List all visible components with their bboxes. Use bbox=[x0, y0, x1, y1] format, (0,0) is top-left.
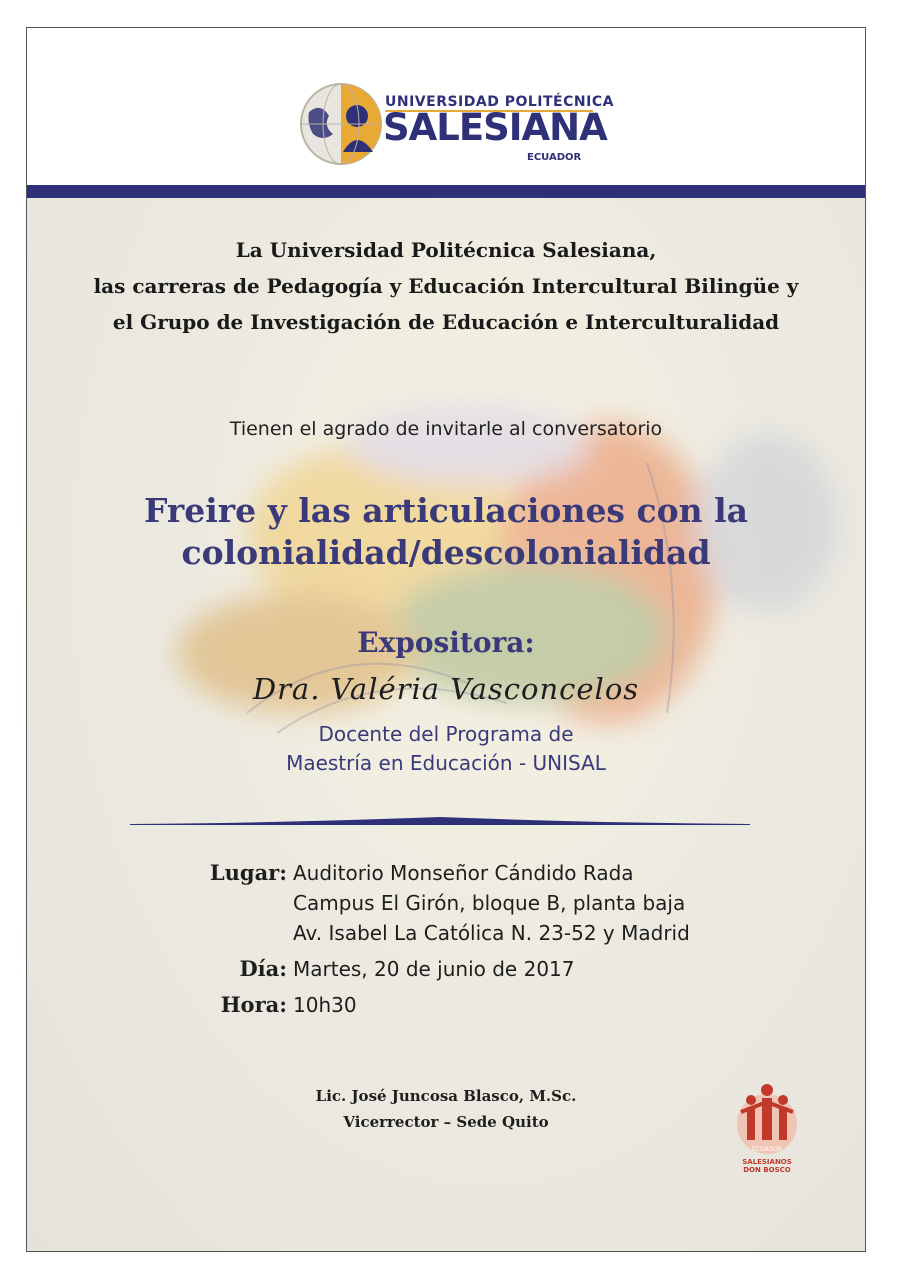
inviter-line-2: las carreras de Pedagogía y Educación Intercultural Bilingüe y bbox=[93, 274, 799, 298]
inviters-block bbox=[27, 232, 865, 340]
day-label: Día: bbox=[239, 956, 287, 981]
ups-logo bbox=[299, 82, 614, 166]
speaker-role-line-2: Maestría en Educación - UNISAL bbox=[286, 751, 606, 775]
event-title-line-1: Freire y las articulaciones con la bbox=[143, 491, 749, 530]
decorative-divider bbox=[130, 817, 750, 825]
invite-line: Tienen el agrado de invitarle al conversatorio bbox=[229, 418, 663, 440]
logo-top-line: UNIVERSIDAD POLITÉCNICA bbox=[385, 94, 614, 110]
invitation-page bbox=[26, 27, 866, 1252]
globe-portrait-icon bbox=[299, 82, 383, 166]
time-label: Hora: bbox=[220, 992, 287, 1017]
header bbox=[27, 28, 865, 185]
logo-country: ECUADOR bbox=[527, 152, 582, 163]
place-label: Lugar: bbox=[209, 860, 287, 885]
logo-main-word: SALESIANA bbox=[383, 106, 607, 149]
signatory-name: Lic. José Juncosa Blasco, M.Sc. bbox=[315, 1087, 577, 1105]
place-line-3: Av. Isabel La Católica N. 23-52 y Madrid bbox=[293, 921, 690, 945]
place-line-1: Auditorio Monseñor Cándido Rada bbox=[293, 861, 634, 885]
event-title-line-2: colonialidad/descolonialidad bbox=[181, 533, 711, 572]
speaker-name: Dra. Valéria Vasconcelos bbox=[252, 672, 640, 706]
event-title bbox=[27, 490, 865, 574]
inviter-line-3: el Grupo de Investigación de Educación e Interculturalidad bbox=[112, 310, 780, 334]
day-row bbox=[207, 954, 807, 984]
place-line-2: Campus El Girón, bloque B, planta baja bbox=[293, 891, 686, 915]
place-value bbox=[293, 858, 690, 948]
place-row bbox=[207, 858, 807, 948]
salesianos-logo bbox=[727, 1080, 807, 1190]
event-details bbox=[207, 858, 807, 1020]
speaker-role-line-1: Docente del Programa de bbox=[318, 722, 574, 746]
header-divider-bar bbox=[27, 185, 865, 198]
speaker-role bbox=[27, 720, 865, 778]
salesianos-inner-text: ECUADOR bbox=[752, 1146, 782, 1153]
signatory-title: Vicerrector – Sede Quito bbox=[343, 1113, 549, 1131]
salesianos-line-2: DON BOSCO bbox=[743, 1166, 791, 1174]
inviter-line-1: La Universidad Politécnica Salesiana, bbox=[235, 238, 657, 262]
day-value: Martes, 20 de junio de 2017 bbox=[293, 957, 575, 981]
salesianos-line-1: SALESIANOS bbox=[742, 1158, 792, 1166]
speaker-label: Expositora: bbox=[357, 626, 535, 659]
salesianos-caption bbox=[727, 1158, 807, 1174]
time-value: 10h30 bbox=[293, 993, 357, 1017]
time-row bbox=[207, 990, 807, 1020]
